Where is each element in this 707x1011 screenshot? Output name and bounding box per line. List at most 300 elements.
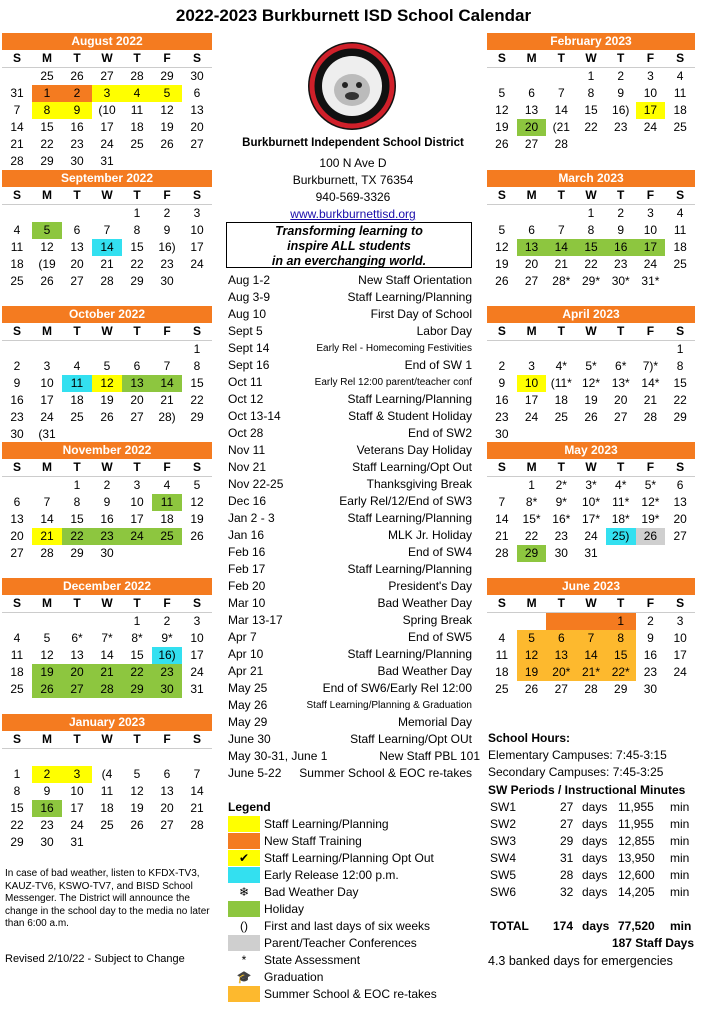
event-row	[228, 442, 472, 459]
day-cell: 30	[10, 427, 24, 441]
day-cell: 3	[43, 359, 51, 373]
motto-line: Transforming learning to	[275, 224, 423, 238]
day-cell: 22	[10, 818, 24, 832]
period-cell: days	[582, 885, 608, 899]
day-cell: 16	[606, 239, 636, 256]
event-row	[228, 748, 480, 765]
day-cell	[152, 341, 182, 358]
day-cell: 23	[152, 664, 182, 681]
day-cell: 22	[584, 257, 598, 271]
day-cell: 11	[10, 240, 24, 254]
day-cell: 26	[40, 274, 54, 288]
period-cell: 13,950	[618, 851, 655, 865]
period-cell: SW6	[490, 885, 517, 899]
day-cell: 5	[32, 222, 62, 239]
day-cell	[2, 205, 32, 222]
period-cell: min	[670, 834, 690, 848]
day-cell: 29	[122, 681, 152, 698]
weekday-label: T	[606, 459, 636, 477]
day-cell: 22	[40, 137, 54, 151]
day-cell	[62, 341, 92, 358]
day-cell: 29	[190, 410, 204, 424]
day-cell: 15	[10, 801, 24, 815]
day-cell: 29	[130, 274, 144, 288]
day-cell: 16	[10, 393, 24, 407]
period-cell: days	[582, 817, 608, 831]
day-cell: 5	[133, 767, 141, 781]
day-cell: 25	[130, 137, 144, 151]
district-phone: 940-569-3326	[315, 190, 391, 204]
day-cell	[32, 205, 62, 222]
event-description: Bad Weather Day	[377, 664, 472, 678]
day-cell: 6	[676, 478, 684, 492]
event-date: Oct 11	[228, 375, 263, 389]
day-cell	[665, 681, 695, 698]
day-cell: 3	[528, 359, 535, 373]
day-cell: 13	[190, 103, 204, 117]
event-row	[228, 561, 472, 578]
month-header: August 2022	[2, 33, 212, 50]
weekday-label: T	[546, 459, 576, 477]
day-cell: 13	[122, 375, 152, 392]
legend-swatch	[228, 986, 260, 1002]
event-row	[228, 306, 472, 323]
day-cell: 31	[10, 86, 24, 100]
day-cell: 28	[584, 682, 598, 696]
day-cell: 8*	[525, 495, 538, 509]
legend-swatch	[228, 935, 260, 951]
event-row	[228, 731, 472, 748]
day-cell: 30	[554, 546, 568, 560]
event-date: Aug 3-9	[228, 290, 271, 304]
day-cell: 8	[193, 359, 201, 373]
weekday-label: S	[2, 323, 32, 341]
event-date: Aug 10	[228, 307, 267, 321]
day-cell	[92, 205, 122, 222]
day-cell	[152, 545, 182, 562]
day-cell: 22	[62, 528, 92, 545]
day-cell	[2, 68, 32, 85]
weekday-label: T	[606, 187, 636, 205]
day-cell: 28	[10, 154, 24, 168]
period-cell: 27	[560, 800, 574, 814]
day-cell: 14	[10, 120, 24, 134]
day-cell: 27	[62, 681, 92, 698]
event-description: Memorial Day	[397, 715, 472, 729]
day-cell	[182, 426, 212, 443]
event-date: June 5-22	[228, 766, 282, 780]
day-cell: 25	[495, 682, 509, 696]
day-cell: 25	[673, 257, 687, 271]
day-cell: 16	[100, 512, 114, 526]
day-cell: 2	[62, 85, 92, 102]
day-cell: 25	[70, 410, 84, 424]
day-cell: 20	[190, 120, 204, 134]
day-cell: 28	[554, 137, 568, 151]
period-cell: 28	[560, 868, 574, 882]
event-row	[228, 595, 472, 612]
day-cell: 7	[13, 103, 21, 117]
event-description: President's Day	[388, 579, 472, 593]
day-cell: 11	[495, 648, 509, 662]
district-street: 100 N Ave D	[319, 156, 387, 170]
day-cell: 3	[92, 85, 122, 102]
day-cell: 9	[647, 631, 654, 645]
day-cell	[182, 545, 212, 562]
day-cell	[122, 426, 152, 443]
day-cell: 7*	[101, 631, 113, 645]
day-cell	[636, 426, 666, 443]
day-cell: 23	[10, 410, 24, 424]
day-cell: 31	[584, 546, 598, 560]
event-row	[228, 765, 472, 782]
event-row	[228, 408, 472, 425]
day-cell: 2	[163, 206, 171, 220]
day-cell: 19	[32, 664, 62, 681]
day-cell: 9	[498, 376, 506, 390]
day-cell	[62, 749, 92, 766]
weekday-label: T	[606, 595, 636, 613]
event-date: Apr 7	[228, 630, 257, 644]
weekday-label: M	[517, 323, 547, 341]
day-cell: 15	[40, 120, 54, 134]
day-cell: 13*	[611, 376, 630, 390]
month-calendar	[2, 578, 212, 698]
day-cell: 5*	[585, 359, 597, 373]
weekday-label: M	[517, 459, 547, 477]
weekday-label: S	[2, 50, 32, 68]
event-description: End of SW 1	[404, 358, 472, 372]
day-cell: 11	[10, 648, 24, 662]
day-cell: 4	[676, 206, 684, 220]
day-cell: 19*	[641, 512, 660, 526]
weekday-label: T	[546, 50, 576, 68]
day-cell	[152, 749, 182, 766]
day-cell: 2	[32, 766, 62, 783]
event-description: Summer School & EOC re-takes	[299, 766, 472, 780]
day-cell: 28	[40, 546, 54, 560]
event-description: Staff Learning/Planning	[347, 511, 472, 525]
event-row	[228, 323, 472, 340]
day-cell: (10	[98, 103, 116, 117]
weekday-label: T	[62, 50, 92, 68]
day-cell: 3	[62, 766, 92, 783]
period-cell: 12,855	[618, 834, 655, 848]
day-cell: 26	[524, 682, 539, 696]
day-cell: 17	[636, 102, 666, 119]
day-cell: 9	[103, 495, 111, 509]
day-cell: 18	[100, 801, 114, 815]
total-minutes: 77,520	[618, 919, 655, 933]
weekday-label: W	[92, 187, 122, 205]
day-cell: 11	[62, 375, 92, 392]
district-website-link[interactable]: www.burkburnettisd.org	[290, 207, 416, 221]
legend-label: State Assessment	[264, 953, 361, 967]
day-cell: 9	[617, 86, 625, 100]
day-cell: 13	[160, 784, 174, 798]
day-cell: 10	[190, 631, 204, 645]
day-cell: 29	[614, 682, 628, 696]
day-cell: 30	[152, 681, 182, 698]
weekday-label: W	[92, 459, 122, 477]
day-cell: 15	[130, 648, 144, 662]
day-cell: 19	[495, 257, 509, 271]
event-description: Staff Learning/Planning	[347, 290, 472, 304]
day-cell: 22	[584, 120, 598, 134]
month-header: March 2023	[487, 170, 695, 187]
day-cell	[152, 834, 182, 851]
month-calendar	[487, 306, 695, 443]
day-cell: 1	[133, 206, 141, 220]
event-row	[228, 357, 472, 374]
period-cell: 32	[560, 885, 574, 899]
day-cell: 17	[40, 393, 54, 407]
day-cell: 8	[587, 86, 595, 100]
day-cell: 31	[100, 154, 114, 168]
day-cell: 25	[10, 682, 24, 696]
day-cell: 1	[528, 478, 535, 492]
day-cell	[92, 749, 122, 766]
event-date: Oct 28	[228, 426, 264, 440]
event-row	[228, 340, 472, 357]
day-cell: 13	[517, 239, 547, 256]
day-cell: (31	[38, 427, 56, 441]
event-row	[228, 544, 472, 561]
event-date: Mar 13-17	[228, 613, 283, 627]
day-cell: 17	[70, 801, 84, 815]
period-cell: 29	[560, 834, 574, 848]
legend-label: Early Release 12:00 p.m.	[264, 868, 399, 882]
event-row	[228, 374, 472, 391]
day-cell: 17*	[581, 512, 600, 526]
day-cell: 24	[190, 257, 204, 271]
day-cell: 4*	[555, 359, 567, 373]
weekday-label: M	[32, 187, 62, 205]
event-description: End of SW6/Early Rel 12:00	[322, 681, 472, 695]
period-row	[488, 833, 694, 850]
day-cell: 15*	[522, 512, 541, 526]
day-cell: 22	[122, 664, 152, 681]
day-cell: 7	[557, 223, 565, 237]
weekday-label: T	[62, 731, 92, 749]
day-cell: 27	[554, 682, 568, 696]
weekday-label: F	[636, 187, 666, 205]
day-cell: 31*	[641, 274, 660, 288]
day-cell: 18	[673, 240, 687, 254]
day-cell: 15	[673, 376, 687, 390]
day-cell	[546, 205, 576, 222]
event-date: June 30	[228, 732, 271, 746]
day-cell: 30	[70, 154, 84, 168]
day-cell: 1	[606, 613, 636, 630]
day-cell: 26	[636, 528, 666, 545]
day-cell: 7	[557, 86, 565, 100]
month-calendar	[2, 714, 212, 851]
day-cell: 23	[614, 120, 628, 134]
month-header: June 2023	[487, 578, 695, 595]
day-cell: 30	[643, 682, 658, 696]
day-cell: 21	[32, 528, 62, 545]
motto-line: in an everchanging world.	[271, 254, 427, 268]
day-cell	[517, 613, 547, 630]
month-grid	[2, 595, 212, 698]
event-description: End of SW4	[407, 545, 472, 559]
day-cell: 2	[617, 69, 625, 83]
day-cell: 25	[100, 818, 114, 832]
day-cell: 24	[524, 410, 539, 424]
event-description: New Staff PBL 101	[379, 749, 480, 763]
total-label: TOTAL	[490, 919, 529, 933]
event-date: Nov 22-25	[228, 477, 284, 491]
weekday-label: W	[92, 595, 122, 613]
weekday-label: F	[152, 323, 182, 341]
day-cell: 18*	[611, 512, 630, 526]
event-date: Sept 14	[228, 341, 270, 355]
weekday-label: F	[636, 595, 666, 613]
day-cell: 9	[163, 223, 171, 237]
event-row	[228, 646, 472, 663]
day-cell: 27	[673, 529, 687, 543]
district-city: Burkburnett, TX 76354	[292, 173, 414, 187]
day-cell: 20	[517, 119, 547, 136]
month-calendar	[487, 170, 695, 290]
district-name: Burkburnett Independent School District	[242, 137, 464, 149]
day-cell: 31	[190, 682, 204, 696]
legend-item	[228, 918, 474, 935]
day-cell: 20	[62, 664, 92, 681]
day-cell: 19	[160, 120, 174, 134]
month-grid	[487, 50, 695, 153]
day-cell: 27	[160, 818, 174, 832]
day-cell: 29*	[581, 274, 600, 288]
event-row	[228, 391, 472, 408]
weekday-label: S	[2, 731, 32, 749]
day-cell: 25	[40, 69, 54, 83]
day-cell	[182, 749, 212, 766]
day-cell: 27	[10, 546, 24, 560]
day-cell: 18	[130, 120, 144, 134]
day-cell	[636, 136, 666, 153]
period-cell: SW1	[490, 800, 517, 814]
day-cell: 17	[100, 120, 114, 134]
day-cell: 12	[517, 647, 547, 664]
day-cell: 3	[647, 206, 654, 220]
day-cell: 8	[32, 102, 62, 119]
event-date: Jan 16	[228, 528, 265, 542]
event-date: Oct 13-14	[228, 409, 281, 423]
page-title: 2022-2023 Burkburnett ISD School Calendar	[175, 6, 532, 25]
day-cell: 9	[43, 784, 51, 798]
period-cell: min	[670, 851, 690, 865]
day-cell: 11*	[612, 495, 630, 509]
month-grid	[487, 187, 695, 290]
day-cell	[32, 613, 62, 630]
day-cell	[2, 477, 32, 494]
day-cell: 28	[190, 818, 204, 832]
day-cell: 15	[70, 512, 84, 526]
weekday-label: M	[32, 595, 62, 613]
legend-label: Holiday	[264, 902, 305, 916]
day-cell	[182, 273, 212, 290]
day-cell: 25	[152, 528, 182, 545]
weather-note: In case of bad weather, listen to KFDX-TV3, KAUZ-TV6, KSWO-TV7, and BISD School Messenger. The District will announce the change in the school day to the media no later than 6:00 a.m.	[5, 868, 210, 929]
legend-item	[228, 952, 474, 969]
month-grid	[487, 595, 695, 698]
event-date: Aug 1-2	[228, 273, 271, 287]
day-cell: 11	[152, 494, 182, 511]
total-days-label: days	[582, 919, 610, 933]
day-cell: 29	[673, 410, 687, 424]
period-row	[488, 816, 694, 833]
day-cell: 27	[100, 69, 114, 83]
weekday-label: T	[122, 595, 152, 613]
day-cell: (19	[38, 257, 56, 271]
legend-swatch: ✔	[228, 850, 260, 866]
weekday-label: S	[2, 187, 32, 205]
periods-title: SW Periods / Instructional Minutes	[488, 783, 686, 797]
event-row	[228, 476, 472, 493]
day-cell: 2	[498, 359, 506, 373]
day-cell: 28)	[158, 410, 176, 424]
day-cell: 1	[587, 69, 595, 83]
weekday-label: F	[152, 187, 182, 205]
day-cell: 12	[190, 495, 204, 509]
day-cell: 22	[673, 393, 687, 407]
weekday-label: T	[62, 187, 92, 205]
month-grid	[2, 323, 212, 443]
day-cell	[122, 749, 152, 766]
day-cell: 6	[13, 495, 21, 509]
day-cell: 21	[554, 257, 568, 271]
day-cell: 15	[190, 376, 204, 390]
month-grid	[487, 323, 695, 443]
day-cell: 26	[70, 69, 84, 83]
day-cell: 27	[524, 137, 539, 151]
day-cell: 6	[163, 767, 171, 781]
event-description: Veterans Day Holiday	[356, 443, 472, 457]
day-cell: 26	[584, 410, 598, 424]
day-cell	[606, 545, 636, 562]
day-cell: 22*	[606, 664, 636, 681]
day-cell: 12	[495, 103, 509, 117]
day-cell: 10	[40, 376, 54, 390]
total-days: 174	[553, 919, 574, 933]
legend-item	[228, 850, 474, 867]
day-cell	[606, 341, 636, 358]
weekday-label: S	[665, 50, 695, 68]
day-cell: 18	[70, 393, 84, 407]
legend-swatch: ()	[228, 918, 260, 934]
event-row	[228, 663, 472, 680]
month-calendar	[2, 33, 212, 170]
day-cell: 4	[163, 478, 171, 492]
event-date: Apr 21	[228, 664, 264, 678]
weekday-label: T	[546, 323, 576, 341]
day-cell: 30	[40, 835, 54, 849]
period-cell: 11,955	[618, 800, 654, 814]
day-cell	[636, 341, 666, 358]
day-cell: 19	[517, 664, 547, 681]
day-cell: 23	[495, 410, 509, 424]
day-cell: 3*	[585, 478, 597, 492]
day-cell: 26	[130, 818, 144, 832]
day-cell	[606, 426, 636, 443]
legend-label: Graduation	[264, 970, 324, 984]
weekday-label: T	[122, 50, 152, 68]
event-date: Nov 11	[228, 443, 266, 457]
day-cell: 12*	[581, 376, 600, 390]
day-cell: 7	[193, 767, 201, 781]
